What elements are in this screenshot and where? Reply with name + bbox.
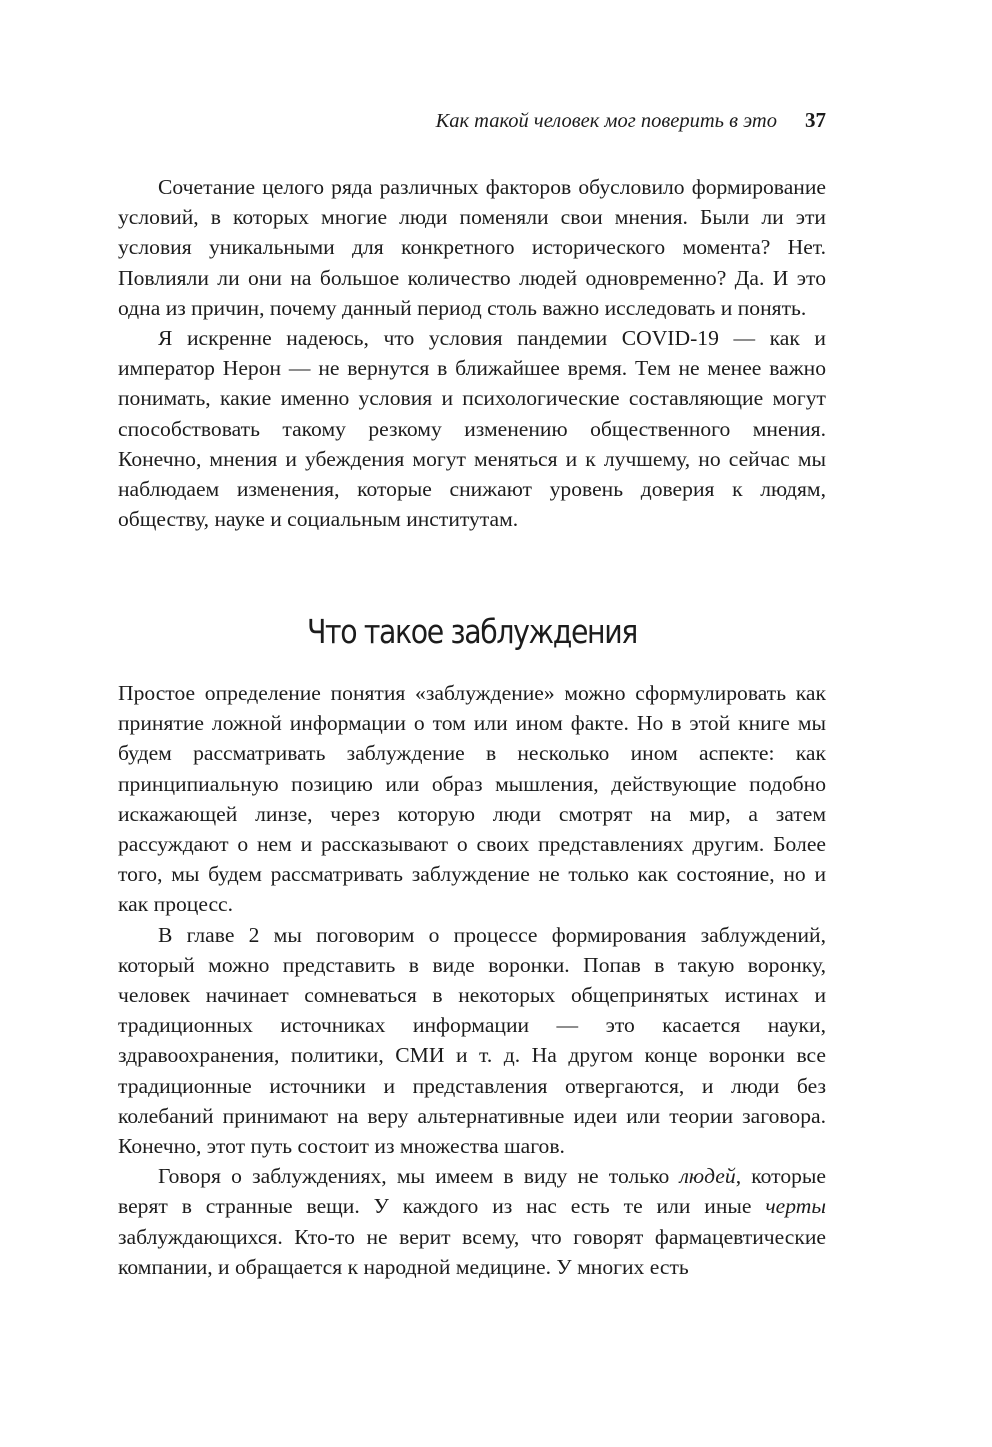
text-run: Говоря о заблуждениях, мы имеем в виду не только [158, 1164, 680, 1189]
section-text-block [118, 678, 826, 1282]
text-run: , которые верят в странные вещи. У каждого из нас есть те или иные [118, 1164, 827, 1219]
body-paragraph-with-emphasis [118, 1161, 826, 1282]
body-paragraph: Простое определение понятия «заблуждение» можно сформулировать как принятие ложной информации о том или ином факте. Но в этой книге мы будем рассматривать заблуждение в несколько ином аспекте: как принципиальную позицию или образ мышления, действующие подобно искажающей линзе, через которую люди смотрят на мир, а затем рассуждают о нем и рассказывают о своих представлениях другим. Более того, мы будем рассматривать заблуждение не только как состояние, но и как процесс. [118, 681, 826, 917]
section-heading-block [118, 612, 826, 651]
intro-text-block [118, 172, 826, 534]
emphasis-text: людей [679, 1164, 736, 1189]
page-number: 37 [805, 108, 826, 132]
running-header [118, 108, 826, 140]
section-heading: Что такое заблуждения [306, 612, 638, 651]
emphasis-text: черты [765, 1194, 826, 1219]
text-run: заблуждающихся. Кто-то не верит всему, что говорят фармацевтические компании, и обращается к народной медицине. У многих есть [118, 1224, 826, 1279]
body-paragraph: Сочетание целого ряда различных факторов обусловило формирование условий, в которых многие люди поменяли свои мнения. Были ли эти условия уникальными для конкретного исторического момента? Нет. Повлияли ли они на большое количество людей одновременно? Да. И это одна из причин, почему данный период столь важно исследовать и понять. [118, 175, 826, 320]
body-paragraph: Я искренне надеюсь, что условия пандемии COVID-19 — как и император Нерон — не вернутся в ближайшее время. Тем не менее важно понимать, какие именно условия и психологические составляющие могут способствовать такому резкому изменению общественного мнения. Конечно, мнения и убеждения могут меняться и к лучшему, но сейчас мы наблюдаем изменения, которые снижают уровень доверия к людям, обществу, науке и социальным институтам. [118, 326, 826, 532]
running-title: Как такой человек мог поверить в это [435, 110, 777, 132]
body-paragraph: В главе 2 мы поговорим о процессе формирования заблуждений, который можно представить в виде воронки. Попав в такую воронку, человек начинает сомневаться в некоторых общепринятых истинах и традиционных источниках информации — это касается науки, здравоохранения, политики, СМИ и т. д. На другом конце воронки все традиционные источники и представления отвергаются, и люди без колебаний принимают на веру альтернативные идеи или теории заговора. Конечно, этот путь состоит из множества шагов. [118, 922, 826, 1159]
